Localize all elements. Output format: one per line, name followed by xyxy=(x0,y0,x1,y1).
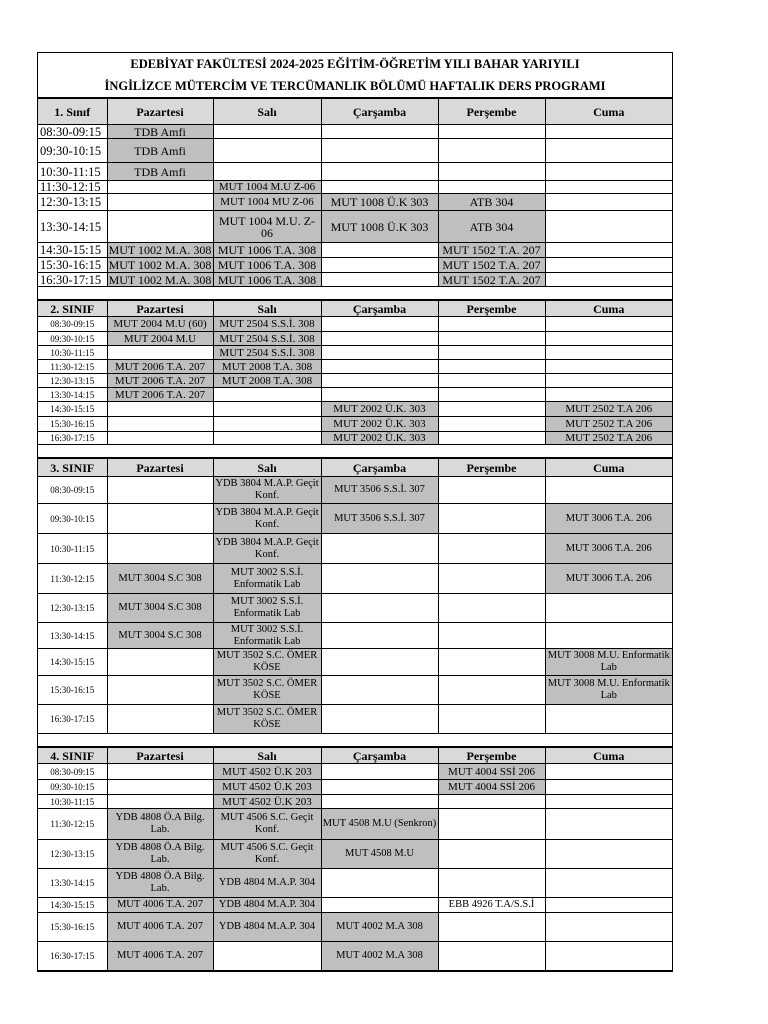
course-cell xyxy=(438,705,545,734)
time-slot: 11:30-12:15 xyxy=(38,564,107,594)
course-cell xyxy=(438,564,545,594)
table-row xyxy=(38,258,672,273)
course-cell xyxy=(545,273,672,287)
course-cell xyxy=(321,360,438,374)
time-slot: 16:30-17:15 xyxy=(38,705,107,734)
course-cell xyxy=(213,432,321,445)
course-cell xyxy=(438,332,545,346)
table-row xyxy=(38,181,672,194)
course-cell: TDB Amfi xyxy=(107,163,213,181)
table-row xyxy=(38,432,672,445)
table-row xyxy=(38,211,672,243)
course-cell: MUT 1004 MU Z-06 xyxy=(213,194,321,211)
table-row xyxy=(38,346,672,360)
course-cell xyxy=(545,898,672,913)
time-slot: 12:30-13:15 xyxy=(38,374,107,388)
course-cell xyxy=(545,388,672,402)
course-cell: YDB 3804 M.A.P. Geçit Konf. xyxy=(213,477,321,504)
course-cell: MUT 2504 S.S.İ. 308 xyxy=(213,332,321,346)
course-cell: MUT 4004 SSİ 206 xyxy=(438,764,545,780)
course-cell: MUT 3506 S.S.İ. 307 xyxy=(321,504,438,534)
time-slot: 16:30-17:15 xyxy=(38,942,107,971)
course-cell xyxy=(438,869,545,898)
course-cell xyxy=(545,194,672,211)
course-cell xyxy=(213,402,321,417)
day-header: Perşembe xyxy=(438,459,545,477)
course-cell xyxy=(107,211,213,243)
course-cell: ATB 304 xyxy=(438,211,545,243)
day-header: Çarşamba xyxy=(321,301,438,317)
course-cell xyxy=(438,623,545,649)
course-cell xyxy=(321,125,438,139)
section-2-table xyxy=(38,300,672,458)
course-cell: MUT 1004 M.U Z-06 xyxy=(213,181,321,194)
course-cell xyxy=(321,649,438,676)
time-slot: 14:30-15:15 xyxy=(38,649,107,676)
course-cell xyxy=(545,211,672,243)
course-cell: TDB Amfi xyxy=(107,139,213,163)
time-slot: 16:30-17:15 xyxy=(38,273,107,287)
course-cell: MUT 3006 T.A. 206 xyxy=(545,534,672,564)
table-row xyxy=(38,795,672,809)
course-cell xyxy=(545,780,672,795)
course-cell xyxy=(321,273,438,287)
time-slot: 10:30-11:15 xyxy=(38,534,107,564)
course-cell xyxy=(213,163,321,181)
spacer-row xyxy=(38,734,672,747)
course-cell: MUT 1006 T.A. 308 xyxy=(213,243,321,258)
course-cell: MUT 4508 M.U xyxy=(321,840,438,869)
table-row xyxy=(38,942,672,971)
course-cell: TDB Amfi xyxy=(107,125,213,139)
time-slot: 13:30-14:15 xyxy=(38,388,107,402)
course-cell: YDB 4808 Ö.A Bilg. Lab. xyxy=(107,809,213,840)
course-cell: MUT 3002 S.S.İ. Enformatik Lab xyxy=(213,564,321,594)
course-cell xyxy=(438,795,545,809)
course-cell xyxy=(438,942,545,971)
course-cell xyxy=(321,534,438,564)
table-row xyxy=(38,504,672,534)
day-header: Çarşamba xyxy=(321,459,438,477)
course-cell: MUT 1008 Ü.K 303 xyxy=(321,194,438,211)
course-cell: MUT 4508 M.U (Senkron) xyxy=(321,809,438,840)
course-cell: MUT 2502 T.A 206 xyxy=(545,432,672,445)
course-cell xyxy=(213,417,321,432)
course-cell xyxy=(321,869,438,898)
time-slot: 16:30-17:15 xyxy=(38,432,107,445)
course-cell: MUT 2002 Ü.K. 303 xyxy=(321,417,438,432)
day-header: Salı xyxy=(213,99,321,125)
course-cell: MUT 4004 SSİ 206 xyxy=(438,780,545,795)
course-cell xyxy=(107,764,213,780)
course-cell xyxy=(107,676,213,705)
course-cell xyxy=(321,594,438,623)
section-label: 3. SINIF xyxy=(38,459,107,477)
course-cell xyxy=(107,477,213,504)
table-row xyxy=(38,402,672,417)
course-cell: MUT 3004 S.C 308 xyxy=(107,594,213,623)
table-row xyxy=(38,898,672,913)
time-slot: 13:30-14:15 xyxy=(38,211,107,243)
course-cell xyxy=(107,649,213,676)
course-cell xyxy=(438,504,545,534)
course-cell xyxy=(545,258,672,273)
time-slot: 09:30-10:15 xyxy=(38,504,107,534)
course-cell: MUT 2004 M.U (60) xyxy=(107,317,213,332)
course-cell xyxy=(107,534,213,564)
section-label: 4. SINIF xyxy=(38,748,107,764)
spacer-row xyxy=(38,287,672,300)
table-row xyxy=(38,163,672,181)
table-row xyxy=(38,125,672,139)
time-slot: 10:30-11:15 xyxy=(38,163,107,181)
table-row xyxy=(38,564,672,594)
course-cell: MUT 4506 S.C. Geçit Konf. xyxy=(213,840,321,869)
course-cell xyxy=(545,125,672,139)
table-row xyxy=(38,360,672,374)
course-cell xyxy=(545,795,672,809)
day-header: Pazartesi xyxy=(107,459,213,477)
course-cell xyxy=(438,649,545,676)
course-cell: EBB 4926 T.A/S.S.İ xyxy=(438,898,545,913)
time-slot: 14:30-15:15 xyxy=(38,402,107,417)
time-slot: 15:30-16:15 xyxy=(38,258,107,273)
table-row xyxy=(38,705,672,734)
course-cell: MUT 3502 S.C. ÖMER KÖSE xyxy=(213,676,321,705)
course-cell xyxy=(545,332,672,346)
course-cell xyxy=(107,432,213,445)
course-cell: MUT 1002 M.A. 308 xyxy=(108,272,212,287)
course-cell: MUT 1502 T.A. 207 xyxy=(438,273,545,287)
table-row xyxy=(38,764,672,780)
course-cell xyxy=(438,181,545,194)
course-cell: MUT 3502 S.C. ÖMER KÖSE xyxy=(213,649,321,676)
table-row xyxy=(38,477,672,504)
day-header: Salı xyxy=(213,301,321,317)
time-slot: 08:30-09:15 xyxy=(38,317,107,332)
course-cell xyxy=(545,139,672,163)
time-slot: 08:30-09:15 xyxy=(38,477,107,504)
course-cell: MUT 2504 S.S.İ. 308 xyxy=(213,317,321,332)
section-3-table xyxy=(38,458,672,747)
time-slot: 11:30-12:15 xyxy=(38,181,107,194)
course-cell xyxy=(545,360,672,374)
time-slot: 13:30-14:15 xyxy=(38,623,107,649)
course-cell xyxy=(321,780,438,795)
table-row xyxy=(38,417,672,432)
course-cell: MUT 1002 M.A. 308 xyxy=(108,258,212,272)
table-row xyxy=(38,374,672,388)
table-row xyxy=(38,534,672,564)
table-row xyxy=(38,913,672,942)
course-cell xyxy=(545,594,672,623)
time-slot: 11:30-12:15 xyxy=(38,360,107,374)
course-cell xyxy=(321,388,438,402)
course-cell: MUT 4502 Ü.K 203 xyxy=(213,764,321,780)
course-cell xyxy=(438,594,545,623)
course-cell xyxy=(321,623,438,649)
table-row xyxy=(38,809,672,840)
time-slot: 12:30-13:15 xyxy=(38,194,107,211)
course-cell: MUT 1002 M.A. 308 xyxy=(108,243,212,257)
table-row xyxy=(38,780,672,795)
time-slot: 14:30-15:15 xyxy=(38,243,107,258)
course-cell: MUT 2006 T.A. 207 xyxy=(107,374,213,388)
course-cell: YDB 3804 M.A.P. Geçit Konf. xyxy=(213,504,321,534)
course-cell xyxy=(545,346,672,360)
time-slot: 11:30-12:15 xyxy=(38,809,107,840)
course-cell xyxy=(107,181,213,194)
course-cell xyxy=(438,676,545,705)
course-cell xyxy=(321,676,438,705)
course-cell xyxy=(545,840,672,869)
time-slot: 15:30-16:15 xyxy=(38,676,107,705)
course-cell xyxy=(438,346,545,360)
course-cell xyxy=(438,840,545,869)
course-cell xyxy=(438,913,545,942)
course-cell xyxy=(213,388,321,402)
course-cell xyxy=(438,534,545,564)
course-cell xyxy=(438,402,545,417)
course-cell xyxy=(545,477,672,504)
course-cell: MUT 1004 M.U. Z-06 xyxy=(213,211,321,243)
course-cell xyxy=(321,705,438,734)
course-cell xyxy=(321,374,438,388)
course-cell xyxy=(545,913,672,942)
time-slot: 10:30-11:15 xyxy=(38,346,107,360)
time-slot: 12:30-13:15 xyxy=(38,594,107,623)
course-cell xyxy=(321,764,438,780)
table-row xyxy=(38,676,672,705)
day-header: Cuma xyxy=(545,301,672,317)
course-cell xyxy=(438,163,545,181)
course-cell xyxy=(545,809,672,840)
course-cell xyxy=(545,374,672,388)
table-row xyxy=(38,649,672,676)
course-cell: YDB 4808 Ö.A Bilg. Lab. xyxy=(107,869,213,898)
course-cell xyxy=(321,181,438,194)
course-cell xyxy=(107,346,213,360)
title-line-1: EDEBİYAT FAKÜLTESİ 2024-2025 EĞİTİM-ÖĞRETİM YILI BAHAR YARIYILI xyxy=(130,57,580,71)
course-cell xyxy=(107,780,213,795)
course-cell: ATB 304 xyxy=(438,194,545,211)
course-cell: MUT 3002 S.S.İ. Enformatik Lab xyxy=(213,594,321,623)
section-label: 1. Sınıf xyxy=(38,99,107,125)
course-cell xyxy=(107,194,213,211)
course-cell xyxy=(438,809,545,840)
title-line-2: İNGİLİZCE MÜTERCİM VE TERCÜMANLIK BÖLÜMÜ HAFTALIK DERS PROGRAMI xyxy=(38,75,672,98)
course-cell: MUT 2504 S.S.İ. 308 xyxy=(213,346,321,360)
day-header: Perşembe xyxy=(438,99,545,125)
course-cell: MUT 4006 T.A. 207 xyxy=(107,942,213,971)
course-cell: MUT 2006 T.A. 207 xyxy=(107,360,213,374)
table-row xyxy=(38,623,672,649)
course-cell xyxy=(438,477,545,504)
course-cell xyxy=(213,139,321,163)
course-cell xyxy=(107,402,213,417)
course-cell xyxy=(321,258,438,273)
course-cell: MUT 2002 Ü.K. 303 xyxy=(321,432,438,445)
course-cell xyxy=(107,705,213,734)
course-cell: MUT 4002 M.A 308 xyxy=(321,942,438,971)
day-header: Çarşamba xyxy=(321,748,438,764)
course-cell xyxy=(545,181,672,194)
course-cell: MUT 1008 Ü.K 303 xyxy=(321,211,438,243)
table-row xyxy=(38,273,672,287)
course-cell: MUT 4006 T.A. 207 xyxy=(107,898,213,913)
course-cell: MUT 3008 M.U. Enformatik Lab xyxy=(545,676,672,705)
time-slot: 13:30-14:15 xyxy=(38,869,107,898)
day-header: Perşembe xyxy=(438,748,545,764)
course-cell: MUT 4502 Ü.K 203 xyxy=(213,795,321,809)
course-cell xyxy=(545,317,672,332)
course-cell: MUT 2008 T.A. 308 xyxy=(213,360,321,374)
table-row xyxy=(38,388,672,402)
course-cell: MUT 2002 Ü.K. 303 xyxy=(321,402,438,417)
course-cell xyxy=(545,764,672,780)
course-cell: MUT 2008 T.A. 308 xyxy=(213,374,321,388)
table-row xyxy=(38,317,672,332)
course-cell: MUT 1006 T.A. 308 xyxy=(213,273,321,287)
day-header: Cuma xyxy=(545,748,672,764)
time-slot: 09:30-10:15 xyxy=(38,139,107,163)
course-cell: MUT 4502 Ü.K 203 xyxy=(213,780,321,795)
course-cell: MUT 1006 T.A. 308 xyxy=(213,258,321,273)
day-header: Perşembe xyxy=(438,301,545,317)
course-cell xyxy=(545,869,672,898)
table-row xyxy=(38,594,672,623)
course-cell: YDB 4808 Ö.A Bilg. Lab. xyxy=(107,840,213,869)
time-slot: 12:30-13:15 xyxy=(38,840,107,869)
table-row xyxy=(38,840,672,869)
course-cell xyxy=(107,795,213,809)
table-row xyxy=(38,869,672,898)
course-cell: MUT 3006 T.A. 206 xyxy=(545,564,672,594)
time-slot: 09:30-10:15 xyxy=(38,780,107,795)
course-cell: MUT 4002 M.A 308 xyxy=(321,913,438,942)
course-cell xyxy=(545,163,672,181)
time-slot: 10:30-11:15 xyxy=(38,795,107,809)
course-cell: MUT 2006 T.A. 207 xyxy=(107,388,213,402)
course-cell: MUT 3004 S.C 308 xyxy=(107,623,213,649)
course-cell: MUT 3502 S.C. ÖMER KÖSE xyxy=(213,705,321,734)
course-cell xyxy=(107,417,213,432)
table-row xyxy=(38,194,672,211)
time-slot: 14:30-15:15 xyxy=(38,898,107,913)
course-cell xyxy=(321,898,438,913)
time-slot: 15:30-16:15 xyxy=(38,417,107,432)
course-cell: MUT 2004 M.U xyxy=(107,332,213,346)
spacer-row xyxy=(38,445,672,458)
section-label: 2. SINIF xyxy=(38,301,107,317)
course-cell: MUT 2502 T.A 206 xyxy=(545,402,672,417)
course-cell xyxy=(321,564,438,594)
section-4-table xyxy=(38,747,672,971)
course-cell xyxy=(545,623,672,649)
section-1-table xyxy=(38,98,672,300)
course-cell: MUT 4506 S.C. Geçit Konf. xyxy=(213,809,321,840)
time-slot: 15:30-16:15 xyxy=(38,913,107,942)
course-cell: YDB 4804 M.A.P. 304 xyxy=(213,869,321,898)
time-slot: 08:30-09:15 xyxy=(38,125,107,139)
day-header: Pazartesi xyxy=(107,99,213,125)
course-cell xyxy=(438,417,545,432)
course-cell xyxy=(438,374,545,388)
course-cell xyxy=(321,346,438,360)
course-cell xyxy=(321,332,438,346)
course-cell xyxy=(438,139,545,163)
course-cell: MUT 3004 S.C 308 xyxy=(107,564,213,594)
course-cell xyxy=(107,504,213,534)
table-row xyxy=(38,243,672,258)
time-slot: 09:30-10:15 xyxy=(38,332,107,346)
course-cell xyxy=(321,795,438,809)
day-header: Çarşamba xyxy=(321,99,438,125)
table-row xyxy=(38,139,672,163)
course-cell: MUT 1502 T.A. 207 xyxy=(438,258,545,273)
course-cell xyxy=(438,317,545,332)
course-cell: MUT 4006 T.A. 207 xyxy=(107,913,213,942)
day-header: Pazartesi xyxy=(107,748,213,764)
course-cell: MUT 3006 T.A. 206 xyxy=(545,504,672,534)
course-cell xyxy=(545,705,672,734)
day-header: Salı xyxy=(213,459,321,477)
course-cell xyxy=(213,125,321,139)
course-cell xyxy=(438,125,545,139)
course-cell xyxy=(213,942,321,971)
course-cell: YDB 4804 M.A.P. 304 xyxy=(213,913,321,942)
course-cell xyxy=(321,317,438,332)
day-header: Cuma xyxy=(545,99,672,125)
course-cell: MUT 2502 T.A 206 xyxy=(545,417,672,432)
course-cell xyxy=(321,243,438,258)
course-cell: MUT 3008 M.U. Enformatik Lab xyxy=(545,649,672,676)
course-cell xyxy=(438,360,545,374)
course-cell: MUT 3506 S.S.İ. 307 xyxy=(321,477,438,504)
course-cell xyxy=(321,139,438,163)
course-cell: MUT 1502 T.A. 207 xyxy=(438,243,545,258)
day-header: Pazartesi xyxy=(107,301,213,317)
course-cell: MUT 3002 S.S.İ. Enformatik Lab xyxy=(213,623,321,649)
day-header: Salı xyxy=(213,748,321,764)
schedule-sheet xyxy=(37,52,673,972)
course-cell xyxy=(438,388,545,402)
course-cell xyxy=(545,243,672,258)
day-header: Cuma xyxy=(545,459,672,477)
course-cell: YDB 4804 M.A.P. 304 xyxy=(213,898,321,913)
course-cell xyxy=(545,942,672,971)
course-cell xyxy=(438,432,545,445)
table-row xyxy=(38,332,672,346)
course-cell: YDB 3804 M.A.P. Geçit Konf. xyxy=(213,534,321,564)
time-slot: 08:30-09:15 xyxy=(38,764,107,780)
course-cell xyxy=(321,163,438,181)
